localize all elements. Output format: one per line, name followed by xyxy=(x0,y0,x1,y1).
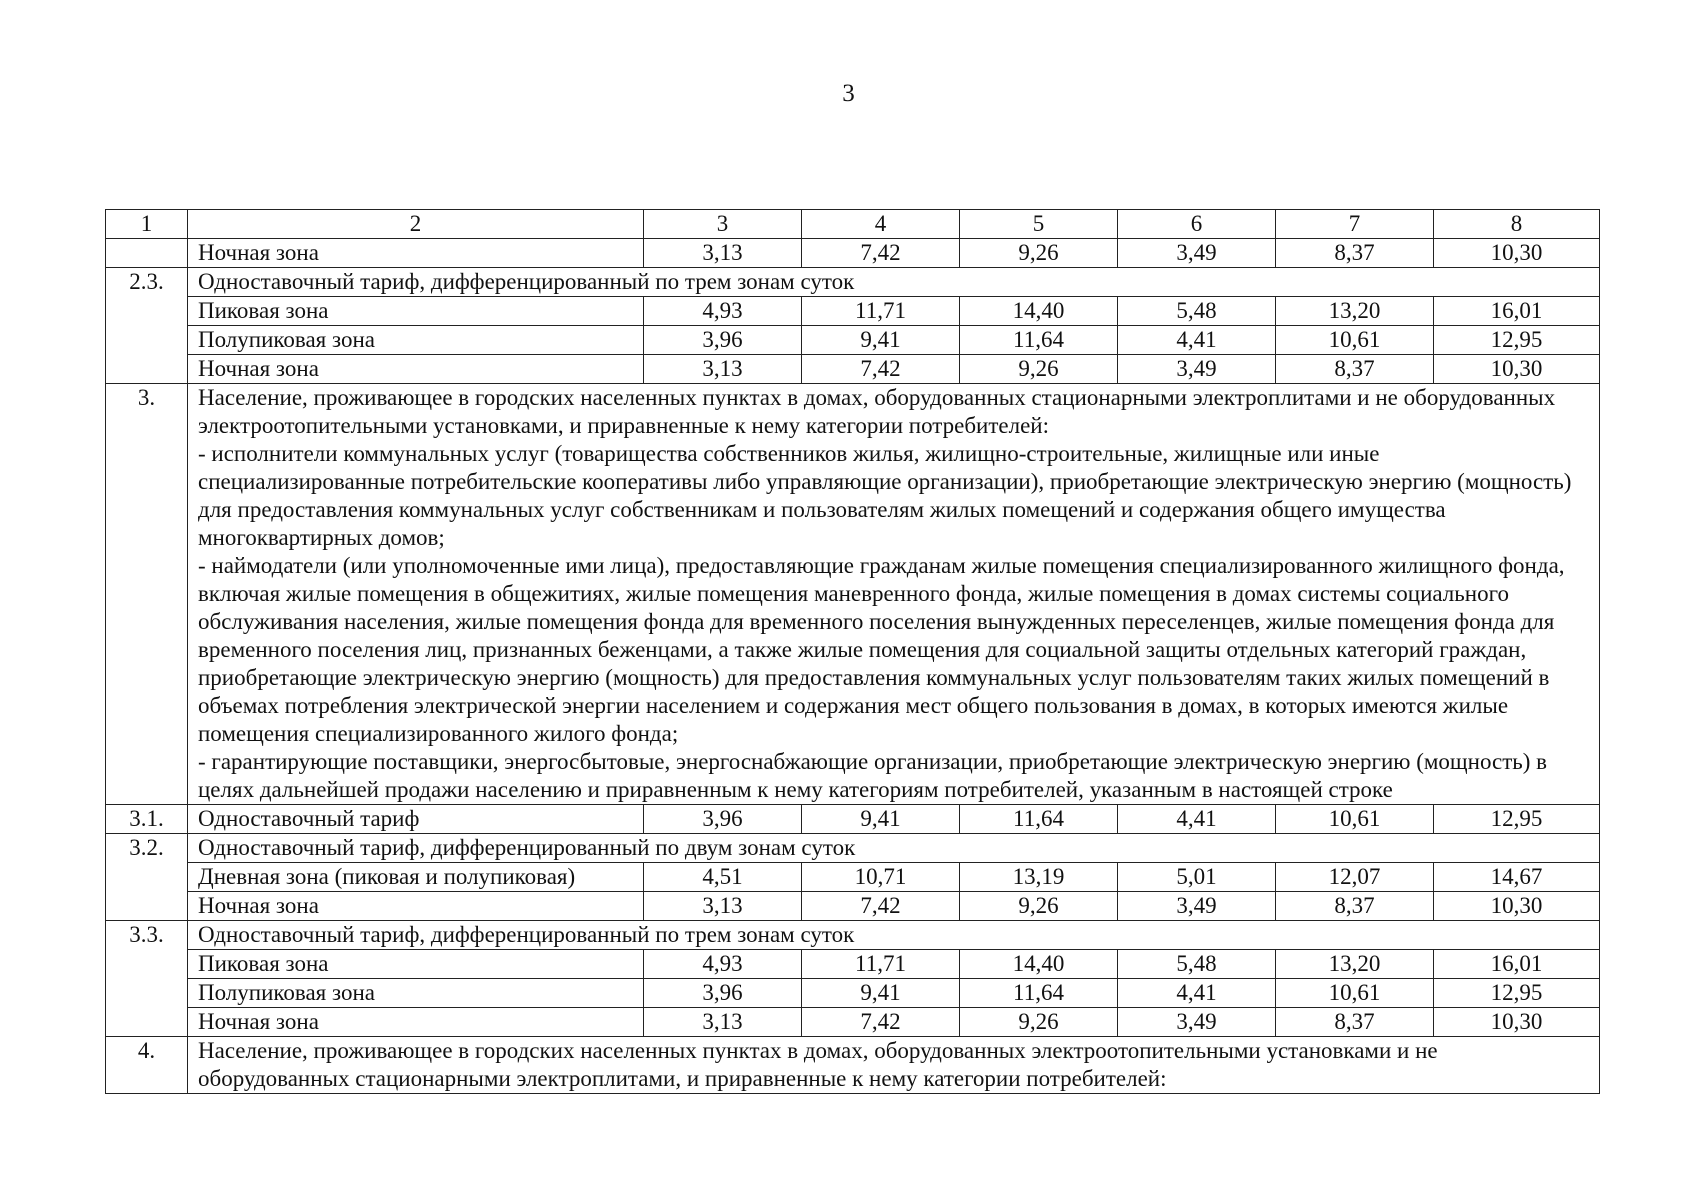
tariff-value-col-4: 7,42 xyxy=(802,355,960,384)
header-cell-8: 8 xyxy=(1434,210,1600,239)
tariff-name: Одноставочный тариф xyxy=(188,805,644,834)
tariff-value-col-4: 7,42 xyxy=(802,1008,960,1037)
category-description xyxy=(188,384,1600,805)
row-number xyxy=(106,239,188,268)
tariff-value-col-5: 9,26 xyxy=(960,1008,1118,1037)
tariff-value-col-6: 3,49 xyxy=(1118,892,1276,921)
tariff-value-col-5: 11,64 xyxy=(960,326,1118,355)
description-paragraph: - исполнители коммунальных услуг (товарищества собственников жилья, жилищно-строительные, жилищные или иные специализированные потребительские кооперативы либо управляющие организации), приобретающие электрическую энергию (мощность) для предоставления коммунальных услуг собственникам и пользователям жилых помещений и содержания общего имущества многоквартирных домов; xyxy=(198,441,1572,550)
row-number: 2.3. xyxy=(106,268,188,384)
description-paragraph: Население, проживающее в городских населенных пунктах в домах, оборудованных электроотопительными установками и не оборудованных стационарными электроплитами, и приравненные к нему категории потребителей: xyxy=(198,1038,1438,1091)
table-row xyxy=(106,1008,1600,1037)
tariff-value-col-4: 9,41 xyxy=(802,979,960,1008)
header-row xyxy=(106,210,1600,239)
tariff-name: Ночная зона xyxy=(188,892,644,921)
tariff-value-col-7: 10,61 xyxy=(1276,805,1434,834)
tariff-value-col-5: 11,64 xyxy=(960,979,1118,1008)
table-row xyxy=(106,384,1600,805)
tariff-value-col-7: 13,20 xyxy=(1276,950,1434,979)
tariff-value-col-3: 3,96 xyxy=(644,326,802,355)
tariff-value-col-4: 10,71 xyxy=(802,863,960,892)
tariff-value-col-8: 10,30 xyxy=(1434,355,1600,384)
tariff-value-col-7: 8,37 xyxy=(1276,239,1434,268)
description-paragraph: - гарантирующие поставщики, энергосбытовые, энергоснабжающие организации, приобретающие электрическую энергию (мощность) в целях дальнейшей продажи населению и приравненным к нему категориям потребителей, указанным в настоящей строке xyxy=(198,749,1548,802)
tariff-value-col-3: 4,51 xyxy=(644,863,802,892)
tariff-value-col-8: 16,01 xyxy=(1434,297,1600,326)
tariff-value-col-7: 10,61 xyxy=(1276,326,1434,355)
table-row xyxy=(106,239,1600,268)
tariff-value-col-4: 9,41 xyxy=(802,326,960,355)
tariff-value-col-5: 14,40 xyxy=(960,297,1118,326)
header-cell-4: 4 xyxy=(802,210,960,239)
tariff-value-col-6: 4,41 xyxy=(1118,805,1276,834)
tariff-value-col-6: 4,41 xyxy=(1118,979,1276,1008)
tariff-value-col-8: 16,01 xyxy=(1434,950,1600,979)
tariff-value-col-7: 13,20 xyxy=(1276,297,1434,326)
tariff-value-col-8: 12,95 xyxy=(1434,979,1600,1008)
tariff-value-col-5: 14,40 xyxy=(960,950,1118,979)
header-cell-1: 1 xyxy=(106,210,188,239)
header-cell-5: 5 xyxy=(960,210,1118,239)
tariff-value-col-3: 4,93 xyxy=(644,297,802,326)
tariff-value-col-7: 8,37 xyxy=(1276,892,1434,921)
tariff-value-col-5: 9,26 xyxy=(960,239,1118,268)
tariff-name: Полупиковая зона xyxy=(188,979,644,1008)
tariff-value-col-4: 7,42 xyxy=(802,892,960,921)
table-row xyxy=(106,355,1600,384)
tariff-value-col-5: 9,26 xyxy=(960,892,1118,921)
description-paragraph: - наймодатели (или уполномоченные ими лица), предоставляющие гражданам жилые помещения специализированного жилищного фонда, включая жилые помещения в общежитиях, жилые помещения маневренного фонда, жилые помещения в домах системы социального обслуживания населения, жилые помещения фонда для временного поселения вынужденных переселенцев, жилые помещения фонда для временного поселения лиц, признанных беженцами, а также жилые помещения для социальной защиты отдельных категорий граждан, приобретающие электрическую энергию (мощность) для предоставления коммунальных услуг пользователям таких жилых помещений в объемах потребления электрической энергии населением и содержания мест общего пользования в домах, в которых имеются жилые помещения специализированного жилого фонда; xyxy=(198,553,1565,746)
table-row xyxy=(106,297,1600,326)
row-number: 3. xyxy=(106,384,188,805)
header-cell-7: 7 xyxy=(1276,210,1434,239)
tariff-table xyxy=(105,209,1600,1094)
tariff-name: Ночная зона xyxy=(188,239,644,268)
table-row xyxy=(106,892,1600,921)
table-row xyxy=(106,268,1600,297)
table-row xyxy=(106,979,1600,1008)
table-row xyxy=(106,805,1600,834)
row-number: 3.3. xyxy=(106,921,188,1037)
header-cell-6: 6 xyxy=(1118,210,1276,239)
tariff-value-col-8: 10,30 xyxy=(1434,239,1600,268)
tariff-value-col-4: 9,41 xyxy=(802,805,960,834)
tariff-value-col-7: 8,37 xyxy=(1276,1008,1434,1037)
tariff-value-col-6: 3,49 xyxy=(1118,1008,1276,1037)
row-number: 4. xyxy=(106,1037,188,1094)
tariff-value-col-5: 11,64 xyxy=(960,805,1118,834)
tariff-value-col-5: 9,26 xyxy=(960,355,1118,384)
category-description xyxy=(188,1037,1600,1094)
tariff-value-col-6: 3,49 xyxy=(1118,239,1276,268)
tariff-value-col-7: 8,37 xyxy=(1276,355,1434,384)
tariff-value-col-3: 3,96 xyxy=(644,805,802,834)
tariff-value-col-6: 5,01 xyxy=(1118,863,1276,892)
tariff-value-col-4: 7,42 xyxy=(802,239,960,268)
tariff-name: Дневная зона (пиковая и полупиковая) xyxy=(188,863,644,892)
tariff-value-col-4: 11,71 xyxy=(802,950,960,979)
tariff-value-col-3: 3,13 xyxy=(644,1008,802,1037)
tariff-name: Полупиковая зона xyxy=(188,326,644,355)
tariff-value-col-3: 4,93 xyxy=(644,950,802,979)
tariff-value-col-6: 5,48 xyxy=(1118,950,1276,979)
tariff-name: Ночная зона xyxy=(188,1008,644,1037)
table-row xyxy=(106,834,1600,863)
tariff-value-col-8: 10,30 xyxy=(1434,1008,1600,1037)
tariff-value-col-3: 3,13 xyxy=(644,355,802,384)
tariff-value-col-5: 13,19 xyxy=(960,863,1118,892)
header-cell-3: 3 xyxy=(644,210,802,239)
tariff-value-col-3: 3,96 xyxy=(644,979,802,1008)
tariff-value-col-3: 3,13 xyxy=(644,892,802,921)
tariff-name: Ночная зона xyxy=(188,355,644,384)
table-row xyxy=(106,950,1600,979)
tariff-value-col-8: 10,30 xyxy=(1434,892,1600,921)
page-number: 3 xyxy=(842,80,855,107)
tariff-value-col-4: 11,71 xyxy=(802,297,960,326)
table-row xyxy=(106,1037,1600,1094)
row-number: 3.2. xyxy=(106,834,188,921)
section-title: Одноставочный тариф, дифференцированный по трем зонам суток xyxy=(188,921,1600,950)
row-number: 3.1. xyxy=(106,805,188,834)
tariff-value-col-6: 5,48 xyxy=(1118,297,1276,326)
tariff-value-col-6: 3,49 xyxy=(1118,355,1276,384)
tariff-value-col-8: 12,95 xyxy=(1434,805,1600,834)
tariff-value-col-8: 14,67 xyxy=(1434,863,1600,892)
tariff-value-col-3: 3,13 xyxy=(644,239,802,268)
table-row xyxy=(106,863,1600,892)
table-row xyxy=(106,326,1600,355)
tariff-name: Пиковая зона xyxy=(188,950,644,979)
tariff-name: Пиковая зона xyxy=(188,297,644,326)
table-row xyxy=(106,921,1600,950)
tariff-value-col-8: 12,95 xyxy=(1434,326,1600,355)
tariff-value-col-7: 12,07 xyxy=(1276,863,1434,892)
tariff-value-col-6: 4,41 xyxy=(1118,326,1276,355)
section-title: Одноставочный тариф, дифференцированный по двум зонам суток xyxy=(188,834,1600,863)
description-paragraph: Население, проживающее в городских населенных пунктах в домах, оборудованных стационарными электроплитами и не оборудованных электроотопительными установками, и приравненные к нему категории потребителей: xyxy=(198,385,1556,438)
section-title: Одноставочный тариф, дифференцированный по трем зонам суток xyxy=(188,268,1600,297)
header-cell-2: 2 xyxy=(188,210,644,239)
tariff-value-col-7: 10,61 xyxy=(1276,979,1434,1008)
